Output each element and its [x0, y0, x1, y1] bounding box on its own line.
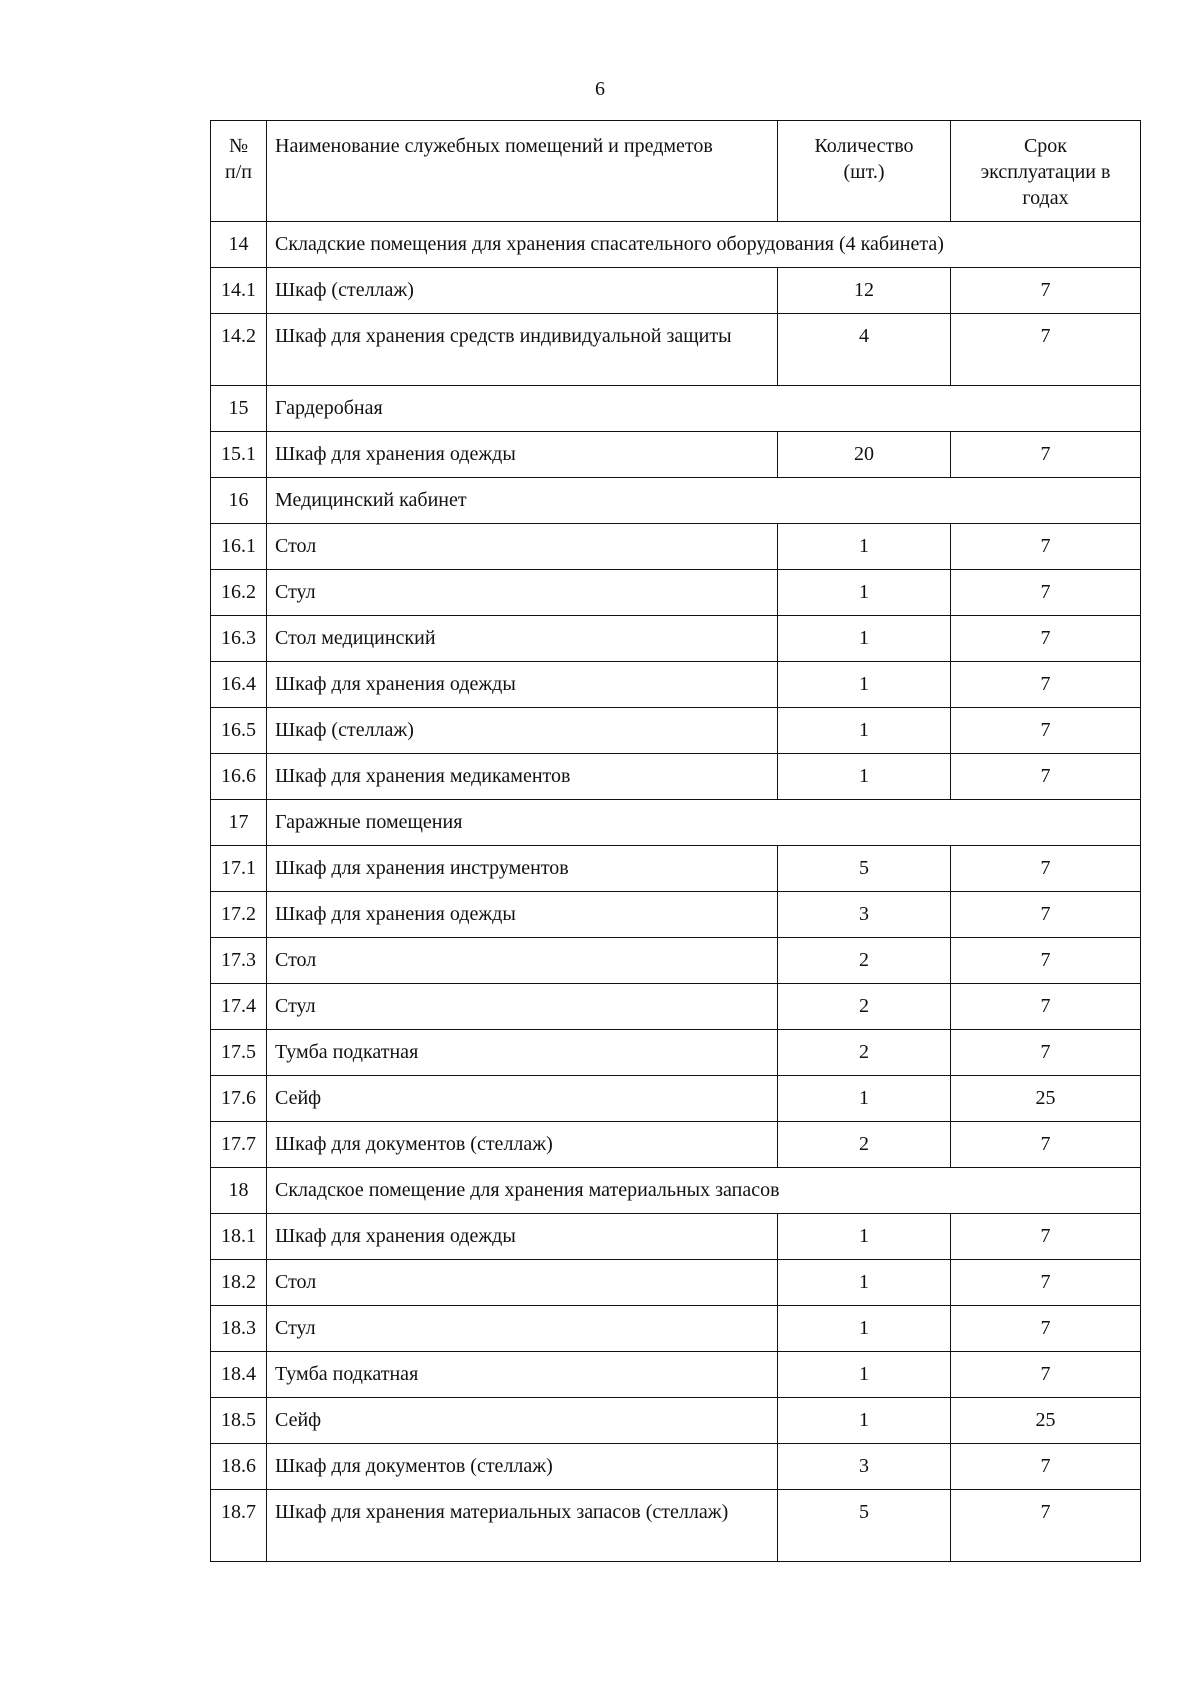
item-service-life: 7	[951, 938, 1141, 984]
table-row	[211, 1306, 1141, 1352]
section-title: Медицинский кабинет	[267, 478, 1141, 524]
row-number: 16.4	[211, 662, 267, 708]
row-number: 18.1	[211, 1214, 267, 1260]
item-name: Стол	[267, 524, 778, 570]
table-row	[211, 892, 1141, 938]
item-quantity: 1	[778, 524, 951, 570]
section-title: Гаражные помещения	[267, 800, 1141, 846]
item-quantity: 1	[778, 754, 951, 800]
row-number: 16.3	[211, 616, 267, 662]
item-quantity: 1	[778, 1260, 951, 1306]
item-service-life: 7	[951, 1030, 1141, 1076]
header-name-text: Наименование служебных помещений и предметов	[275, 135, 713, 157]
table-row	[211, 984, 1141, 1030]
item-name: Шкаф для документов (стеллаж)	[267, 1444, 778, 1490]
item-quantity: 5	[778, 846, 951, 892]
table-row	[211, 524, 1141, 570]
row-number: 18.5	[211, 1398, 267, 1444]
row-number: 17.4	[211, 984, 267, 1030]
item-service-life: 7	[951, 524, 1141, 570]
item-name: Шкаф для хранения средств индивидуальной защиты	[267, 314, 778, 386]
table-row	[211, 846, 1141, 892]
table-row	[211, 432, 1141, 478]
item-name: Шкаф для хранения одежды	[267, 432, 778, 478]
item-name: Шкаф для хранения материальных запасов (стеллаж)	[267, 1490, 778, 1562]
item-name: Тумба подкатная	[267, 1352, 778, 1398]
table-row	[211, 616, 1141, 662]
header-name	[267, 121, 778, 222]
row-number: 18.4	[211, 1352, 267, 1398]
item-quantity: 20	[778, 432, 951, 478]
item-quantity: 4	[778, 314, 951, 386]
item-name: Стул	[267, 1306, 778, 1352]
section-row	[211, 478, 1141, 524]
row-number: 18.6	[211, 1444, 267, 1490]
item-quantity: 1	[778, 616, 951, 662]
item-service-life: 7	[951, 1214, 1141, 1260]
table-row	[211, 1398, 1141, 1444]
header-service-life	[951, 121, 1141, 222]
row-number: 17.1	[211, 846, 267, 892]
item-quantity: 3	[778, 892, 951, 938]
section-row	[211, 800, 1141, 846]
item-name: Шкаф для хранения одежды	[267, 662, 778, 708]
row-number: 18	[211, 1168, 267, 1214]
row-number: 14	[211, 222, 267, 268]
table-row	[211, 314, 1141, 386]
item-name: Стол медицинский	[267, 616, 778, 662]
item-service-life: 7	[951, 984, 1141, 1030]
table-row	[211, 1490, 1141, 1562]
section-title: Гардеробная	[267, 386, 1141, 432]
row-number: 18.7	[211, 1490, 267, 1562]
item-service-life: 7	[951, 708, 1141, 754]
section-row	[211, 1168, 1141, 1214]
row-number: 15	[211, 386, 267, 432]
item-quantity: 2	[778, 1030, 951, 1076]
item-quantity: 1	[778, 1398, 951, 1444]
item-service-life: 25	[951, 1398, 1141, 1444]
table-row	[211, 1122, 1141, 1168]
item-name: Стол	[267, 1260, 778, 1306]
item-service-life: 7	[951, 570, 1141, 616]
item-quantity: 2	[778, 984, 951, 1030]
row-number: 17.3	[211, 938, 267, 984]
row-number: 17.5	[211, 1030, 267, 1076]
row-number: 14.2	[211, 314, 267, 386]
inventory-table	[210, 120, 1141, 1562]
section-row	[211, 386, 1141, 432]
item-quantity: 1	[778, 1214, 951, 1260]
row-number: 14.1	[211, 268, 267, 314]
row-number: 16	[211, 478, 267, 524]
item-quantity: 12	[778, 268, 951, 314]
table-row	[211, 1260, 1141, 1306]
item-service-life: 7	[951, 892, 1141, 938]
item-service-life: 7	[951, 432, 1141, 478]
table-row	[211, 754, 1141, 800]
table-row	[211, 1214, 1141, 1260]
item-name: Шкаф для хранения одежды	[267, 1214, 778, 1260]
header-number	[211, 121, 267, 222]
item-name: Шкаф для хранения медикаментов	[267, 754, 778, 800]
table-row	[211, 1030, 1141, 1076]
item-quantity: 3	[778, 1444, 951, 1490]
item-service-life: 7	[951, 1260, 1141, 1306]
item-quantity: 1	[778, 662, 951, 708]
row-number: 17	[211, 800, 267, 846]
table-header-row	[211, 121, 1141, 222]
item-service-life: 7	[951, 268, 1141, 314]
item-name: Стол	[267, 938, 778, 984]
row-number: 16.6	[211, 754, 267, 800]
item-quantity: 1	[778, 708, 951, 754]
section-title: Складские помещения для хранения спасательного оборудования (4 кабинета)	[267, 222, 1141, 268]
table-body	[211, 222, 1141, 1562]
row-number: 16.1	[211, 524, 267, 570]
item-service-life: 7	[951, 314, 1141, 386]
item-name: Шкаф (стеллаж)	[267, 708, 778, 754]
section-title: Складское помещение для хранения материальных запасов	[267, 1168, 1141, 1214]
table-row	[211, 1444, 1141, 1490]
item-name: Шкаф для хранения инструментов	[267, 846, 778, 892]
item-quantity: 1	[778, 1076, 951, 1122]
row-number: 17.6	[211, 1076, 267, 1122]
item-name: Шкаф для документов (стеллаж)	[267, 1122, 778, 1168]
table-row	[211, 938, 1141, 984]
item-name: Шкаф для хранения одежды	[267, 892, 778, 938]
table-row	[211, 570, 1141, 616]
table-row	[211, 1076, 1141, 1122]
row-number: 18.2	[211, 1260, 267, 1306]
row-number: 17.7	[211, 1122, 267, 1168]
row-number: 18.3	[211, 1306, 267, 1352]
item-service-life: 7	[951, 1306, 1141, 1352]
row-number: 16.2	[211, 570, 267, 616]
row-number: 17.2	[211, 892, 267, 938]
item-name: Шкаф (стеллаж)	[267, 268, 778, 314]
header-quantity-text: Количество (шт.)	[814, 135, 914, 183]
item-name: Сейф	[267, 1076, 778, 1122]
row-number: 16.5	[211, 708, 267, 754]
item-service-life: 25	[951, 1076, 1141, 1122]
page-number: 6	[595, 78, 605, 100]
item-service-life: 7	[951, 754, 1141, 800]
table-row	[211, 662, 1141, 708]
header-service-life-text: Срок эксплуатации в годах	[980, 135, 1111, 209]
item-name: Стул	[267, 570, 778, 616]
item-service-life: 7	[951, 1490, 1141, 1562]
header-quantity	[778, 121, 951, 222]
item-quantity: 5	[778, 1490, 951, 1562]
table-row	[211, 708, 1141, 754]
item-name: Стул	[267, 984, 778, 1030]
item-service-life: 7	[951, 662, 1141, 708]
section-row	[211, 222, 1141, 268]
item-service-life: 7	[951, 1122, 1141, 1168]
table-row	[211, 1352, 1141, 1398]
item-quantity: 2	[778, 938, 951, 984]
item-service-life: 7	[951, 846, 1141, 892]
item-quantity: 1	[778, 570, 951, 616]
item-service-life: 7	[951, 616, 1141, 662]
table-row	[211, 268, 1141, 314]
item-service-life: 7	[951, 1352, 1141, 1398]
row-number: 15.1	[211, 432, 267, 478]
item-name: Сейф	[267, 1398, 778, 1444]
header-number-text: № п/п	[225, 135, 252, 183]
item-quantity: 2	[778, 1122, 951, 1168]
item-name: Тумба подкатная	[267, 1030, 778, 1076]
item-quantity: 1	[778, 1306, 951, 1352]
item-service-life: 7	[951, 1444, 1141, 1490]
item-quantity: 1	[778, 1352, 951, 1398]
